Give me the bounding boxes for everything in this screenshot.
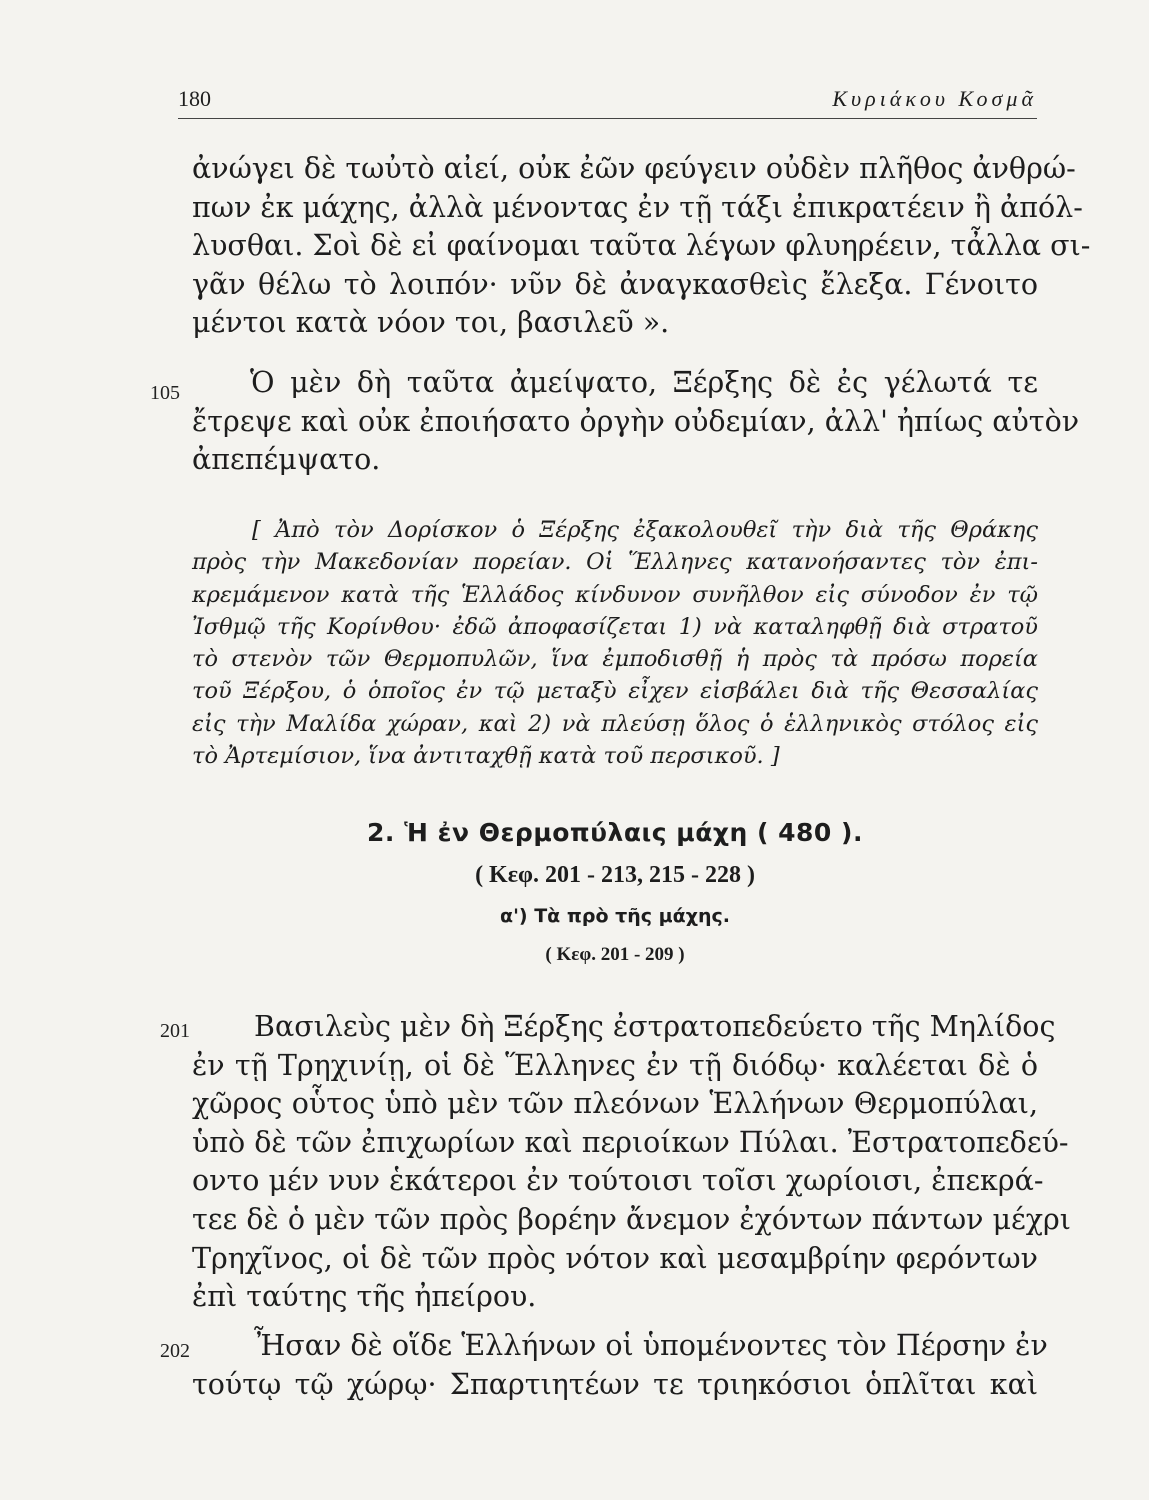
text-line: χῶρος οὗτος ὑπὸ μὲν τῶν πλεόνων Ἑλλήνων Θερμοπύλαι, (192, 1087, 1038, 1121)
running-head: Κυριάκου Κοσμᾶ (832, 86, 1037, 111)
summary-note (192, 514, 1038, 772)
section-number-201: 201 (160, 1020, 190, 1042)
text-line: ἔτρεψε καὶ οὐκ ἐποιήσατο ὀργὴν οὐδεμίαν, ἀλλ' ἠπίως αὐτὸν (192, 404, 1080, 438)
section-number-202: 202 (160, 1340, 190, 1362)
paragraph-2 (192, 364, 1080, 480)
paragraph-4 (192, 1327, 1048, 1404)
summary-line: κρεμάμενον κατὰ τῆς Ἑλλάδος κίνδυνον συνῆλθον εἰς σύνοδον ἐν τῷ (192, 581, 1038, 608)
text-line: γᾶν θέλω τὸ λοιπόν· νῦν δὲ ἀναγκασθεὶς ἔλεξα. Γένοιτο (192, 267, 1038, 301)
page-header (178, 86, 1037, 119)
text-line: Τρηχῖνος, οἱ δὲ τῶν πρὸς νότον καὶ μεσαμβρίην φερόντων (192, 1241, 1038, 1275)
text-line: μέντοι κατὰ νόον τοι, βασιλεῦ ». (192, 306, 670, 340)
section-subtitle: α') Τὰ πρὸ τῆς μάχης. (500, 905, 730, 927)
text-line: Ἦσαν δὲ οἵδε Ἑλλήνων οἱ ὑπομένοντες τὸν Πέρσην ἐν (254, 1329, 1048, 1362)
summary-line: Ἰσθμῷ τῆς Κορίνθου· ἐδῶ ἀποφασίζεται 1) νὰ καταληφθῇ διὰ στρατοῦ (192, 613, 1038, 640)
text-line: Βασιλεὺς μὲν δὴ Ξέρξης ἐστρατοπεδεύετο τῆς Μηλίδος (254, 1010, 1056, 1043)
text-line: ὑπὸ δὲ τῶν ἐπιχωρίων καὶ περιοίκων Πύλαι. Ἐστρατοπεδεύ- (192, 1125, 1069, 1159)
text-line: λυσθαι. Σοὶ δὲ εἰ φαίνομαι ταῦτα λέγων φλυηρέειν, τἆλλα σι- (192, 229, 1091, 263)
summary-line: [ Ἀπὸ τὸν Δορίσκον ὁ Ξέρξης ἐξακολουθεῖ τὴν διὰ τῆς Θράκης (252, 517, 1038, 543)
text-line: οντο μέν νυν ἑκάτεροι ἐν τούτοισι τοῖσι χωρίοισι, ἐπεκρά- (192, 1164, 1044, 1198)
text-line: πων ἐκ μάχης, ἀλλὰ μένοντας ἐν τῇ τάξι ἐπικρατέειν ἢ ἀπόλ- (192, 190, 1083, 224)
text-line: τεε δὲ ὁ μὲν τῶν πρὸς βορέην ἄνεμον ἐχόντων πάντων μέχρι (192, 1202, 1071, 1236)
summary-line: τοῦ Ξέρξου, ὁ ὁποῖος ἐν τῷ μεταξὺ εἶχεν εἰσβάλει διὰ τῆς Θεσσαλίας (192, 678, 1038, 705)
text-line: ἀνώγει δὲ τωὐτὸ αἰεί, οὐκ ἐῶν φεύγειν οὐδὲν πλῆθος ἀνθρώ- (192, 152, 1076, 185)
page-number: 180 (178, 86, 211, 111)
section-number-105: 105 (150, 382, 180, 404)
summary-line: πρὸς τὴν Μακεδονίαν πορείαν. Οἱ Ἕλληνες κατανοήσαντες τὸν ἐπι- (192, 549, 1038, 576)
text-line: ἀπεπέμψατο. (192, 443, 381, 477)
paragraph-3 (192, 1008, 1071, 1317)
text-line: τούτῳ τῷ χώρῳ· Σπαρτιητέων τε τριηκόσιοι ὁπλῖται καὶ (192, 1367, 1038, 1401)
text-line: Ὁ μὲν δὴ ταῦτα ἀμείψατο, Ξέρξης δὲ ἐς γέλωτά τε (250, 366, 1038, 399)
summary-line: τὸ στενὸν τῶν Θερμοπυλῶν, ἵνα ἐμποδισθῇ ἡ πρὸς τὰ πρόσω πορεία (192, 646, 1038, 673)
text-line: ἐν τῇ Τρηχινίῃ, οἱ δὲ Ἕλληνες ἐν τῇ διόδῳ· καλέεται δὲ ὁ (192, 1048, 1038, 1082)
paragraph-1 (192, 150, 1091, 343)
summary-line: εἰς τὴν Μαλίδα χώραν, καὶ 2) νὰ πλεύσῃ ὅλος ὁ ἑλληνικὸς στόλος εἰς (192, 710, 1038, 737)
section-subchapters: ( Κεφ. 201 - 209 ) (545, 944, 685, 965)
section-title: 2. Ἡ ἐν Θερμοπύλαις μάχη ( 480 ). (367, 818, 863, 847)
summary-line: τὸ Ἀρτεμίσιον, ἵνα ἀντιταχθῇ κατὰ τοῦ περσικοῦ. ] (192, 743, 780, 770)
text-line: ἐπὶ ταύτης τῆς ἠπείρου. (192, 1280, 537, 1314)
section-chapters: ( Κεφ. 201 - 213, 215 - 228 ) (475, 862, 755, 888)
